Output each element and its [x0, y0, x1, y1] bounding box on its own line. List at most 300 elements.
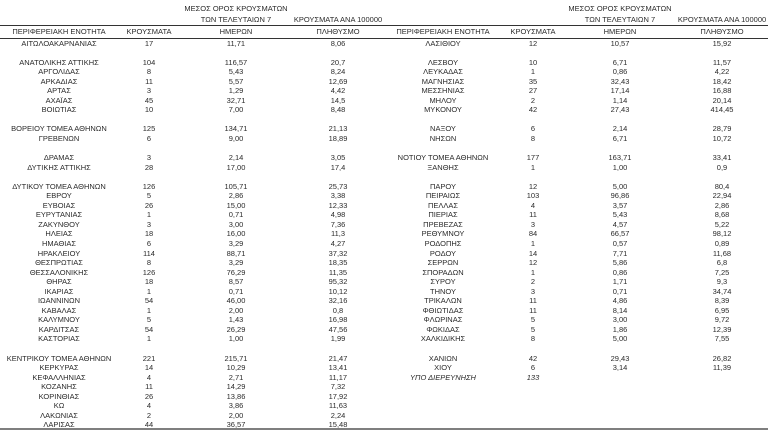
per100k-cell: 10,72	[712, 133, 732, 143]
region-cell: ΦΩΚΙΔΑΣ	[426, 324, 460, 334]
avg7-cell	[564, 172, 676, 182]
avg7-cell	[564, 115, 676, 125]
avg7-cell: 76,29	[226, 267, 246, 277]
avg7-cell: 0,86	[612, 67, 628, 77]
avg7-cell: 5,43	[228, 67, 244, 77]
cases-cell	[502, 344, 564, 354]
region-cell: ΤΗΝΟΥ	[429, 286, 456, 296]
avg7-cell	[180, 48, 292, 58]
cases-cell	[502, 411, 564, 421]
header-spacer	[676, 0, 768, 13]
table-row	[0, 334, 768, 344]
table-body	[0, 39, 768, 430]
per100k-cell	[676, 373, 768, 383]
region-cell: ΚΕΡΚΥΡΑΣ	[39, 363, 79, 373]
header-avg7-line3-left: ΗΜΕΡΩΝ	[180, 26, 292, 39]
avg7-cell: 2,14	[612, 124, 628, 134]
header-avg7-line2-right: ΤΩΝ ΤΕΛΕΥΤΑΙΩΝ 7	[564, 13, 676, 26]
region-cell: ΘΕΣΠΡΩΤΙΑΣ	[35, 258, 83, 268]
avg7-cell: 0,71	[228, 210, 244, 220]
region-cell: ΝΑΞΟΥ	[430, 124, 456, 134]
avg7-cell: 16,00	[226, 229, 246, 239]
table-row	[0, 67, 768, 77]
table-row	[0, 363, 768, 373]
avg7-cell: 2,86	[228, 191, 244, 201]
region-cell: ΡΟΔΟΠΗΣ	[424, 239, 462, 248]
cases-cell: 5	[530, 315, 536, 325]
region-cell: ΛΑΚΩΝΙΑΣ	[40, 410, 78, 420]
table-row	[0, 220, 768, 230]
per100k-cell: 4,42	[330, 86, 346, 96]
region-cell: ΕΒΡΟΥ	[46, 191, 72, 201]
table-row	[0, 382, 768, 392]
cases-cell: 126	[142, 267, 156, 277]
table-row	[0, 124, 768, 134]
cases-cell: 8	[146, 67, 152, 77]
table-row	[0, 373, 768, 383]
per100k-cell: 6,95	[714, 305, 730, 315]
cases-cell: 1	[530, 239, 536, 248]
table-row	[0, 182, 768, 192]
cases-cell: 221	[142, 353, 156, 363]
per100k-cell	[676, 144, 768, 154]
per100k-cell	[676, 344, 768, 354]
avg7-cell: 163,71	[608, 153, 632, 163]
avg7-cell: 2,00	[228, 305, 244, 315]
per100k-cell: 0,89	[714, 239, 730, 248]
avg7-cell	[180, 115, 292, 125]
avg7-cell: 66,57	[610, 229, 630, 239]
cases-cell: 35	[528, 76, 538, 86]
cases-cell: 54	[144, 296, 154, 306]
region-cell: ΕΥΡΥΤΑΝΙΑΣ	[35, 210, 83, 220]
cases-cell: 12	[528, 38, 538, 48]
cases-cell	[502, 420, 564, 430]
cases-cell: 10	[144, 105, 154, 115]
avg7-cell: 2,00	[228, 410, 244, 420]
per100k-cell: 37,32	[328, 248, 348, 258]
per100k-cell: 4,22	[714, 67, 730, 77]
avg7-cell: 15,00	[226, 200, 246, 210]
avg7-cell: 11,71	[226, 38, 246, 48]
avg7-cell: 0,71	[612, 286, 628, 296]
avg7-cell	[180, 344, 292, 354]
cases-cell: 11	[145, 382, 153, 392]
per100k-cell: 414,45	[710, 105, 734, 115]
avg7-cell: 215,71	[224, 353, 248, 363]
table-row	[0, 268, 768, 278]
per100k-cell: 21,47	[328, 353, 348, 363]
avg7-cell: 3,57	[612, 200, 628, 210]
avg7-cell: 3,29	[228, 239, 244, 248]
cases-cell	[118, 144, 180, 154]
avg7-cell	[564, 392, 676, 402]
table-row	[0, 172, 768, 182]
avg7-cell	[564, 144, 676, 154]
table-row	[0, 39, 768, 49]
per100k-cell	[292, 144, 384, 154]
avg7-cell: 5,00	[612, 334, 628, 344]
region-cell: ΑΝΑΤΟΛΙΚΗΣ ΑΤΤΙΚΗΣ	[19, 57, 99, 67]
header-region-left: ΠΕΡΙΦΕΡΕΙΑΚΗ ΕΝΟΤΗΤΑ	[0, 26, 118, 39]
cases-cell: 44	[144, 420, 154, 429]
region-cell: ΛΕΣΒΟΥ	[427, 57, 459, 67]
per100k-cell: 7,25	[714, 267, 730, 277]
table-row	[0, 115, 768, 125]
avg7-cell: 26,29	[226, 324, 246, 334]
table-row	[0, 105, 768, 115]
per100k-cell: 22,94	[712, 191, 732, 201]
region-cell	[384, 401, 502, 411]
cases-cell: 5	[146, 315, 152, 325]
per100k-cell: 18,89	[328, 133, 348, 143]
avg7-cell	[564, 401, 676, 411]
region-cell: ΣΥΡΟΥ	[430, 277, 456, 287]
per100k-cell	[676, 382, 768, 392]
cases-cell: 1	[530, 162, 536, 172]
avg7-cell: 5,00	[612, 181, 628, 191]
region-cell: ΜΑΓΝΗΣΙΑΣ	[421, 76, 465, 86]
region-cell	[384, 420, 502, 430]
cases-cell: 1	[530, 67, 536, 77]
cases-cell: 42	[528, 105, 538, 115]
region-cell: ΠΑΡΟΥ	[429, 181, 456, 191]
header-avg7-line3-right: ΗΜΕΡΩΝ	[564, 26, 676, 39]
header-avg7-line2-left: ΤΩΝ ΤΕΛΕΥΤΑΙΩΝ 7	[180, 13, 292, 26]
header-spacer	[118, 13, 180, 26]
avg7-cell: 46,00	[226, 296, 246, 306]
table-row	[0, 287, 768, 297]
per100k-cell: 1,99	[330, 334, 346, 344]
avg7-cell: 88,71	[226, 248, 246, 258]
table-row	[0, 306, 768, 316]
cases-cell: 14	[528, 248, 538, 258]
avg7-cell: 6,71	[612, 57, 628, 67]
table-row	[0, 249, 768, 259]
per100k-cell: 8,24	[330, 67, 346, 77]
region-cell: ΝΗΣΩΝ	[429, 133, 457, 143]
per100k-cell: 4,98	[330, 210, 346, 220]
cases-cell: 3	[146, 219, 152, 229]
per100k-cell: 10,12	[328, 286, 348, 296]
cases-cell: 2	[530, 277, 536, 287]
cases-cell: 14	[144, 363, 154, 373]
per100k-cell: 20,14	[712, 95, 732, 105]
cases-cell: 126	[142, 181, 156, 191]
cases-cell: 5	[146, 191, 152, 201]
avg7-cell: 1,43	[228, 315, 244, 325]
table-row	[0, 163, 768, 173]
per100k-cell	[292, 48, 384, 58]
per100k-cell: 47,56	[328, 324, 348, 334]
avg7-cell: 10,29	[226, 363, 246, 373]
avg7-cell: 27,43	[610, 105, 630, 115]
region-cell	[384, 382, 502, 392]
avg7-cell	[564, 382, 676, 392]
region-cell: ΑΙΤΩΛΟΑΚΑΡΝΑΝΙΑΣ	[21, 38, 97, 48]
header-spacer	[118, 0, 180, 13]
avg7-cell: 3,00	[612, 315, 628, 325]
cases-cell: 1	[146, 210, 152, 220]
cases-cell	[502, 401, 564, 411]
avg7-cell: 2,14	[228, 153, 244, 163]
cases-cell: 6	[530, 124, 536, 134]
region-cell: ΣΠΟΡΑΔΩΝ	[422, 267, 464, 277]
region-cell: ΚΑΡΔΙΤΣΑΣ	[38, 324, 80, 334]
table-row	[0, 277, 768, 287]
cases-cell: 1	[146, 286, 152, 296]
cases-cell	[118, 172, 180, 182]
cases-cell: 11	[145, 76, 153, 86]
header-avg7-line1-right: ΜΕΣΟΣ ΟΡΟΣ ΚΡΟΥΣΜΑΤΩΝ	[568, 3, 672, 13]
region-cell: ΡΟΔΟΥ	[429, 248, 457, 258]
avg7-cell	[564, 48, 676, 58]
avg7-cell	[180, 172, 292, 182]
table-row	[0, 411, 768, 421]
avg7-cell: 1,00	[612, 162, 628, 172]
per100k-cell	[292, 115, 384, 125]
cases-cell: 104	[142, 57, 156, 67]
cases-cell: 103	[526, 191, 540, 201]
per100k-cell: 9,3	[716, 277, 728, 287]
region-cell: ΕΥΒΟΙΑΣ	[42, 200, 76, 210]
region-cell	[0, 48, 118, 58]
cases-cell: 1	[146, 334, 152, 344]
cases-cell: 28	[144, 162, 154, 172]
avg7-cell: 3,14	[612, 363, 628, 373]
avg7-cell: 4,86	[612, 296, 628, 306]
region-cell: ΘΕΣΣΑΛΟΝΙΚΗΣ	[29, 267, 89, 277]
region-cell: ΙΚΑΡΙΑΣ	[44, 286, 74, 296]
table-row	[0, 201, 768, 211]
per100k-cell: 34,74	[712, 286, 732, 296]
header-spacer	[292, 0, 384, 13]
region-cell	[384, 144, 502, 154]
per100k-cell	[676, 48, 768, 58]
region-cell: ΚΑΛΥΜΝΟΥ	[38, 315, 80, 325]
region-cell: ΑΧΑΪΑΣ	[45, 95, 73, 105]
table-row	[0, 144, 768, 154]
region-cell: ΛΑΣΙΘΙΟΥ	[425, 38, 461, 48]
per100k-cell: 8,06	[330, 38, 346, 48]
per100k-cell: 16,88	[712, 86, 732, 96]
region-cell	[0, 344, 118, 354]
region-cell: ΚΑΣΤΟΡΙΑΣ	[38, 334, 80, 344]
cases-cell: 8	[530, 334, 536, 344]
avg7-cell: 9,00	[228, 133, 244, 143]
header-spacer	[502, 13, 564, 26]
table-row	[0, 153, 768, 163]
per100k-cell: 11,39	[712, 363, 732, 373]
cases-cell: 4	[146, 401, 152, 411]
per100k-cell: 4,27	[330, 239, 346, 248]
region-cell: ΧΑΝΙΩΝ	[428, 353, 458, 363]
cases-cell	[502, 48, 564, 58]
region-cell: ΜΗΛΟΥ	[429, 95, 457, 105]
per100k-cell: 17,92	[328, 391, 348, 401]
region-cell: ΜΥΚΟΝΟΥ	[424, 105, 462, 115]
table-row	[0, 258, 768, 268]
region-cell: ΠΕΙΡΑΙΩΣ	[425, 191, 461, 201]
per100k-cell: 26,82	[712, 353, 732, 363]
avg7-cell: 1,14	[612, 95, 628, 105]
avg7-cell: 14,29	[226, 382, 246, 392]
per100k-cell	[676, 172, 768, 182]
table-row	[0, 420, 768, 430]
cases-cell: 11	[529, 210, 537, 220]
avg7-cell: 3,00	[228, 219, 244, 229]
region-cell: ΒΟΙΩΤΙΑΣ	[41, 105, 77, 115]
region-cell: ΑΡΚΑΔΙΑΣ	[40, 76, 78, 86]
table-row	[0, 315, 768, 325]
cases-cell	[502, 115, 564, 125]
cases-cell: 42	[528, 353, 538, 363]
cases-cell: 84	[528, 229, 538, 239]
per100k-cell: 16,98	[328, 315, 348, 325]
region-cell: ΔΡΑΜΑΣ	[43, 153, 75, 163]
per100k-cell: 3,38	[330, 191, 346, 201]
table-row	[0, 134, 768, 144]
region-cell: ΑΡΓΟΛΙΔΑΣ	[38, 67, 80, 77]
cases-cell: 6	[530, 363, 536, 373]
region-cell: ΣΕΡΡΩΝ	[427, 258, 459, 268]
per100k-cell: 3,05	[330, 153, 346, 163]
region-cell: ΚΕΦΑΛΛΗΝΙΑΣ	[32, 372, 86, 382]
region-cell: ΚΕΝΤΡΙΚΟΥ ΤΟΜΕΑ ΑΘΗΝΩΝ	[6, 353, 112, 363]
region-cell: ΝΟΤΙΟΥ ΤΟΜΕΑ ΑΘΗΝΩΝ	[397, 153, 489, 163]
per100k-cell: 7,36	[330, 219, 346, 229]
per100k-cell: 18,35	[328, 258, 348, 268]
avg7-cell: 8,57	[228, 277, 244, 287]
cases-cell: 26	[144, 391, 154, 401]
table-row	[0, 96, 768, 106]
region-cell: ΥΠΟ ΔΙΕΡΕΥΝΗΣΗ	[410, 372, 476, 382]
cases-cell: 18	[144, 229, 154, 239]
per100k-cell: 21,13	[328, 124, 348, 134]
per100k-cell: 15,48	[328, 420, 348, 429]
region-cell: ΧΙΟΥ	[434, 363, 452, 373]
region-cell	[384, 392, 502, 402]
cases-cell: 177	[526, 153, 540, 163]
avg7-cell: 0,71	[228, 286, 244, 296]
per100k-cell	[676, 420, 768, 430]
table-row	[0, 325, 768, 335]
region-cell: ΠΡΕΒΕΖΑΣ	[423, 219, 463, 229]
header-spacer	[0, 13, 118, 26]
per100k-cell	[676, 411, 768, 421]
per100k-cell: 2,86	[714, 200, 730, 210]
per100k-cell: 13,41	[328, 363, 348, 373]
cases-cell	[502, 382, 564, 392]
cases-cell: 27	[528, 86, 538, 96]
per100k-cell: 0,8	[332, 305, 344, 315]
per100k-cell: 33,41	[712, 153, 732, 163]
header-avg7-line1-left: ΜΕΣΟΣ ΟΡΟΣ ΚΡΟΥΣΜΑΤΩΝ	[184, 3, 288, 13]
region-cell	[384, 344, 502, 354]
region-cell: ΠΙΕΡΙΑΣ	[428, 210, 458, 220]
region-cell	[0, 144, 118, 154]
per100k-cell: 95,32	[328, 277, 348, 287]
per100k-cell: 17,4	[330, 162, 346, 172]
per100k-cell: 11,63	[328, 401, 348, 411]
region-cell: ΜΕΣΣΗΝΙΑΣ	[421, 86, 465, 96]
region-cell: ΚΩ	[53, 401, 65, 411]
region-cell: ΓΡΕΒΕΝΩΝ	[38, 133, 80, 143]
per100k-cell: 2,24	[330, 410, 346, 420]
cases-cell: 1	[530, 267, 536, 277]
avg7-cell: 1,86	[612, 324, 628, 334]
avg7-cell: 2,71	[228, 372, 244, 382]
region-cell: ΛΑΡΙΣΑΣ	[43, 420, 75, 429]
avg7-cell	[564, 411, 676, 421]
per100k-cell: 8,48	[330, 105, 346, 115]
table-row	[0, 48, 768, 58]
per100k-cell: 7,32	[330, 382, 346, 392]
cases-cell: 6	[146, 133, 152, 143]
avg7-cell: 105,71	[224, 181, 248, 191]
table-row	[0, 229, 768, 239]
cases-cell: 11	[529, 296, 537, 306]
per100k-cell: 6,8	[716, 258, 728, 268]
cases-cell: 2	[530, 95, 536, 105]
region-cell	[384, 172, 502, 182]
cases-cell	[502, 172, 564, 182]
per100k-cell: 0,9	[716, 162, 728, 172]
table-row	[0, 296, 768, 306]
cases-cell: 4	[146, 372, 152, 382]
region-cell: ΚΟΖΑΝΗΣ	[41, 382, 77, 392]
avg7-cell: 3,86	[228, 401, 244, 411]
per100k-cell: 18,42	[712, 76, 732, 86]
per100k-cell: 98,12	[712, 229, 732, 239]
region-cell: ΔΥΤΙΚΟΥ ΤΟΜΕΑ ΑΘΗΝΩΝ	[12, 181, 106, 191]
per100k-cell: 5,22	[714, 219, 730, 229]
avg7-cell: 7,00	[228, 105, 244, 115]
per100k-cell: 7,55	[714, 334, 730, 344]
per100k-cell: 14,5	[330, 95, 346, 105]
table-row	[0, 392, 768, 402]
per100k-cell: 11,17	[328, 372, 348, 382]
region-cell	[384, 115, 502, 125]
avg7-cell: 0,86	[612, 267, 628, 277]
table-row	[0, 344, 768, 354]
cases-cell: 6	[146, 239, 152, 248]
per100k-cell	[676, 115, 768, 125]
cases-cell: 2	[146, 410, 152, 420]
per100k-cell: 11,3	[330, 229, 346, 239]
cases-cell: 114	[143, 248, 155, 258]
cases-cell: 3	[530, 286, 536, 296]
per100k-cell: 32,16	[328, 296, 348, 306]
region-cell: ΑΡΤΑΣ	[47, 86, 71, 96]
header-spacer	[384, 0, 502, 13]
region-cell: ΗΜΑΘΙΑΣ	[41, 239, 77, 248]
cases-cell: 45	[144, 95, 154, 105]
cases-cell: 12	[528, 258, 538, 268]
cases-cell	[118, 344, 180, 354]
table-header	[0, 0, 768, 39]
cases-cell	[118, 115, 180, 125]
avg7-cell: 29,43	[610, 353, 630, 363]
header-row-1	[0, 0, 768, 13]
header-per100k-line2-left: ΠΛΗΘΥΣΜΟ	[292, 26, 384, 39]
avg7-cell: 5,57	[228, 76, 244, 86]
cases-cell	[502, 392, 564, 402]
header-per100k-line1-right: ΚΡΟΥΣΜΑΤΑ ΑΝΑ 100000	[677, 14, 767, 24]
per100k-cell	[292, 172, 384, 182]
header-spacer	[0, 0, 118, 13]
cases-cell: 17	[144, 38, 154, 48]
